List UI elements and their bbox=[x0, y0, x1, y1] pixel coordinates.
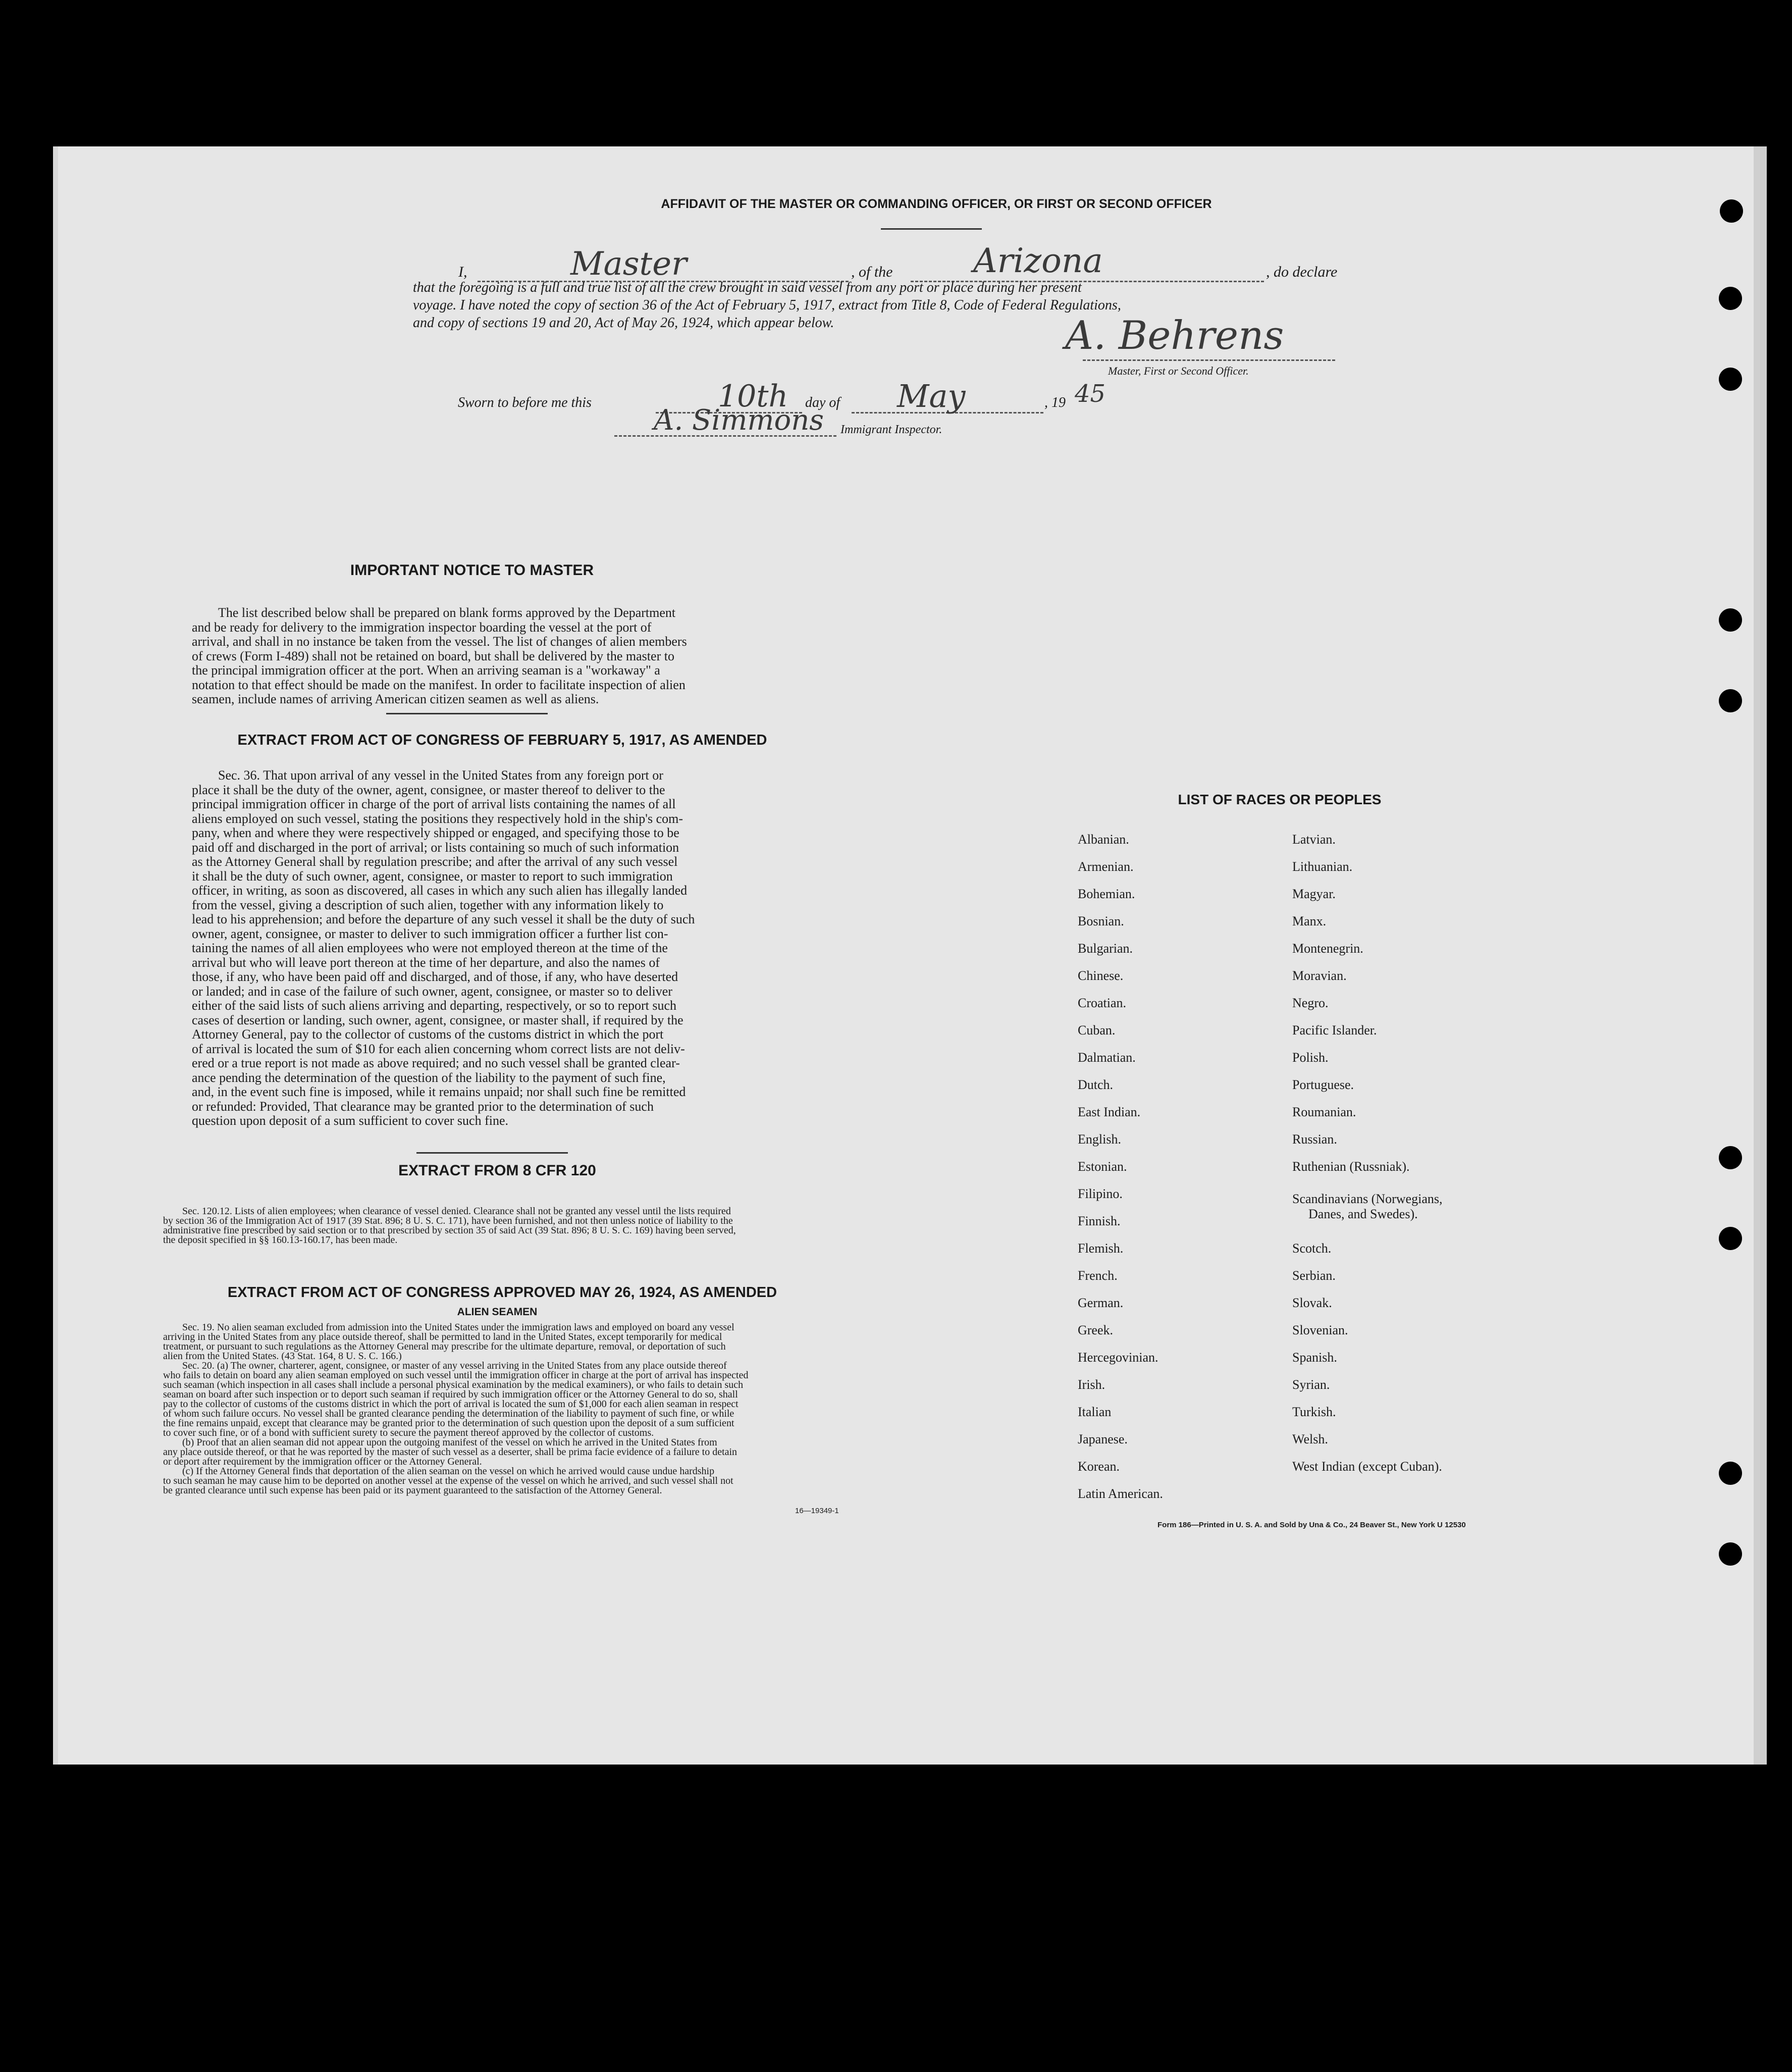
sec20-line: Sec. 20. (a) The owner, charterer, agent, consignee, or master of any vessel arriving in the United States from any place outside thereof bbox=[182, 1360, 727, 1371]
extract-1917-body bbox=[192, 768, 816, 1128]
sec36-line: ance pending the determination of the question of the liability to the payment of such fine, bbox=[192, 1070, 666, 1085]
sec36-line: question upon deposit of a sum sufficient to cover such fine. bbox=[192, 1113, 509, 1128]
extract-rule bbox=[416, 1152, 568, 1154]
year-prefix: , 19 bbox=[1044, 395, 1066, 410]
extract-8cfr-title: EXTRACT FROM 8 CFR 120 bbox=[398, 1162, 596, 1179]
race-item: Polish. bbox=[1292, 1050, 1329, 1065]
race-item: Korean. bbox=[1078, 1459, 1120, 1474]
race-item: Dalmatian. bbox=[1078, 1050, 1136, 1065]
binder-hole bbox=[1719, 1227, 1742, 1250]
race-item: English. bbox=[1078, 1132, 1121, 1147]
extract-1924-title: EXTRACT FROM ACT OF CONGRESS APPROVED MAY 26, 1924, AS AMENDED bbox=[227, 1284, 777, 1301]
day-of-label: day of bbox=[805, 395, 840, 410]
sec36-line: ered or a true report is not made as above required; and no such vessel shall be granted clear- bbox=[192, 1056, 680, 1070]
signature-label: Master, First or Second Officer. bbox=[1108, 365, 1249, 377]
master-signature: A. Behrens bbox=[1065, 313, 1284, 358]
sec120-line: Sec. 120.12. Lists of alien employees; when clearance of vessel denied. Clearance shall not be granted any vessel until the lists required bbox=[182, 1206, 731, 1217]
i-label: I, bbox=[458, 264, 467, 280]
form-number: 16—19349-1 bbox=[795, 1507, 839, 1515]
sec20-line: be granted clearance until such expense has been paid or its payment guaranteed to the satisfaction of the Attorney General. bbox=[163, 1485, 662, 1496]
notice-line: of crews (Form I-489) shall not be retained on board, but shall be delivered by the master to bbox=[192, 648, 674, 663]
race-item: Montenegrin. bbox=[1292, 941, 1363, 956]
document-page bbox=[53, 146, 1767, 1765]
race-item: Japanese. bbox=[1078, 1432, 1128, 1446]
binder-hole bbox=[1719, 1146, 1742, 1169]
race-item: Pacific Islander. bbox=[1292, 1023, 1377, 1038]
sec36-line: either of the said lists of such aliens arriving and departing, respectively, or so to report such bbox=[192, 998, 677, 1013]
race-item: Ruthenian (Russniak). bbox=[1292, 1159, 1410, 1174]
race-item: Greek. bbox=[1078, 1323, 1114, 1337]
race-item: French. bbox=[1078, 1268, 1118, 1283]
sec36-line: cases of desertion or landing, such owner, agent, consignee, or master shall, if required by the bbox=[192, 1012, 683, 1027]
race-item: Slovenian. bbox=[1292, 1323, 1348, 1337]
form-footer: Form 186—Printed in U. S. A. and Sold by Una & Co., 24 Beaver St., New York U 12530 bbox=[1157, 1521, 1466, 1529]
race-item: Italian bbox=[1078, 1405, 1112, 1419]
sec36-line: or refunded: Provided, That clearance may be granted prior to the determination of such bbox=[192, 1099, 654, 1114]
binder-hole bbox=[1719, 608, 1742, 632]
sec120-line: the deposit specified in §§ 160.13-160.17, has been made. bbox=[163, 1234, 398, 1246]
binder-hole bbox=[1719, 287, 1742, 310]
race-item: Magyar. bbox=[1292, 887, 1336, 901]
alien-seamen-subtitle: ALIEN SEAMEN bbox=[457, 1306, 538, 1318]
sec36-line: Sec. 36. That upon arrival of any vessel in the United States from any foreign port or bbox=[218, 768, 663, 783]
master-handwritten: Master bbox=[570, 245, 687, 283]
sec20-line: such seaman (which inspection in all cases shall include a personal physical examination by the medical examiners), or who fails to detain such bbox=[163, 1379, 744, 1390]
race-item: Turkish. bbox=[1292, 1405, 1336, 1419]
sec20-line: any place outside thereof, or that he was reported by the master of such vessel as a deserter, shall be prima facie evidence of a failure to detain bbox=[163, 1446, 737, 1458]
notice-title: IMPORTANT NOTICE TO MASTER bbox=[350, 562, 594, 579]
sec20-line: or deport after requirement by the immigration officer or the Attorney General. bbox=[163, 1456, 482, 1467]
sec20-line: to such seaman he may cause him to be deported on another vessel at the expense of the vessel on which he arrived, and such vessel shall not bbox=[163, 1475, 733, 1486]
sec36-line: owner, agent, consignee, or master to deliver to such immigration officer a further list con- bbox=[192, 926, 668, 941]
race-item: Slovak. bbox=[1292, 1296, 1332, 1310]
binder-hole bbox=[1719, 1542, 1742, 1566]
races-left-column bbox=[1078, 832, 1259, 1569]
race-item: Manx. bbox=[1292, 914, 1327, 928]
race-item: Portuguese. bbox=[1292, 1077, 1354, 1092]
sec36-line: and, in the event such fine is imposed, while it remains unpaid; nor shall such fine be remitted bbox=[192, 1084, 686, 1099]
notice-line: The list described below shall be prepared on blank forms approved by the Department bbox=[218, 605, 676, 620]
page-edge bbox=[1754, 146, 1767, 1765]
sec20-line: of whom such failure occurs. No vessel shall be granted clearance pending the determination of the liability to payment of such fine, or while bbox=[163, 1408, 734, 1419]
sec36-line: pany, when and where they were respectively shipped or engaged, and specifying those to be bbox=[192, 825, 679, 840]
notice-line: notation to that effect should be made on the manifest. In order to facilitate inspection of alien bbox=[192, 677, 686, 692]
race-item: Scotch. bbox=[1292, 1241, 1332, 1256]
race-item: Lithuanian. bbox=[1292, 859, 1353, 874]
binder-hole bbox=[1719, 1462, 1742, 1485]
extract-1924-body bbox=[163, 1323, 851, 1495]
sec36-line: aliens employed on such vessel, stating the positions they respectively hold in the ship's com- bbox=[192, 811, 683, 826]
race-item: Latvian. bbox=[1292, 832, 1336, 847]
race-item: Spanish. bbox=[1292, 1350, 1337, 1365]
sec20-line: pay to the collector of customs of the customs district in which the port of arrival is located the sum of $1,000 for each alien seaman in respect bbox=[163, 1398, 739, 1410]
race-item: Roumanian. bbox=[1292, 1105, 1356, 1119]
sec36-line: Attorney General, pay to the collector of customs of the customs district in which the port bbox=[192, 1027, 664, 1042]
race-item: Cuban. bbox=[1078, 1023, 1116, 1038]
day-handwritten: 10th bbox=[718, 379, 788, 414]
sec19-line: treatment, or pursuant to such regulations as the Attorney General may prescribe for the ultimate departure, removal, or deportation of such bbox=[163, 1341, 726, 1352]
declare-label: , do declare bbox=[1266, 264, 1338, 280]
race-item: Flemish. bbox=[1078, 1241, 1124, 1256]
notice-line: and be ready for delivery to the immigration inspector boarding the vessel at the port of bbox=[192, 619, 652, 635]
race-item: Latin American. bbox=[1078, 1486, 1163, 1501]
race-item: Scandinavians (Norwegians, bbox=[1292, 1192, 1443, 1206]
race-item: East Indian. bbox=[1078, 1105, 1141, 1119]
race-item: Danes, and Swedes). bbox=[1308, 1207, 1418, 1221]
race-item: German. bbox=[1078, 1296, 1124, 1310]
sec36-line: place it shall be the duty of the owner, agent, consignee, or master thereof to deliver to the bbox=[192, 782, 665, 797]
affidavit-title: AFFIDAVIT OF THE MASTER OR COMMANDING OFFICER, OR FIRST OR SECOND OFFICER bbox=[661, 197, 1212, 211]
notice-line: the principal immigration officer at the port. When an arriving seaman is a "workaway" a bbox=[192, 663, 660, 678]
sec120-line: administrative fine prescribed by said section or to that prescribed by section 35 of said Act (39 Stat. 896; 8 U. S. C. 169) having been served, bbox=[163, 1225, 736, 1236]
vessel-handwritten: Arizona bbox=[973, 241, 1103, 280]
race-item: Welsh. bbox=[1292, 1432, 1328, 1446]
sworn-line bbox=[458, 378, 1266, 419]
sec19-line: Sec. 19. No alien seaman excluded from admission into the United States under the immigration laws and employed on board any vessel bbox=[182, 1322, 734, 1333]
race-item: Moravian. bbox=[1292, 968, 1347, 983]
statement-line-3: and copy of sections 19 and 20, Act of May 26, 1924, which appear below. bbox=[413, 315, 834, 331]
inspector-handwritten: A. Simmons bbox=[654, 404, 824, 437]
sec19-line: arriving in the United States from any place outside thereof, shall be permitted to land in the United States, except temporarily for medical bbox=[163, 1331, 722, 1342]
sec36-line: or landed; and in case of the failure of such owner, agent, consignee, or master so to deliver bbox=[192, 983, 672, 999]
notice-body bbox=[192, 606, 816, 707]
sec36-line: arrival but who will leave port thereon at the time of her departure, and also the names of bbox=[192, 955, 660, 970]
race-item: Filipino. bbox=[1078, 1186, 1123, 1201]
race-item: Irish. bbox=[1078, 1377, 1105, 1392]
of-the-label: , of the bbox=[851, 264, 893, 280]
race-item: Estonian. bbox=[1078, 1159, 1127, 1174]
statement-line-1: that the foregoing is a full and true list of all the crew brought in said vessel from any port or place during her present bbox=[413, 280, 1082, 295]
binder-hole bbox=[1720, 199, 1743, 223]
sec20-line: (b) Proof that an alien seaman did not appear upon the outgoing manifest of the vessel on which he arrived in the United States from bbox=[182, 1437, 717, 1448]
sec20-line: the fine remains unpaid, except that clearance may be granted prior to the determination of such question upon the deposit of a sum sufficient bbox=[163, 1418, 734, 1429]
sec36-line: from the vessel, giving a description of such alien, together with any information likely to bbox=[192, 897, 664, 912]
race-item: Croatian. bbox=[1078, 996, 1127, 1010]
sec36-line: principal immigration officer in charge of the port of arrival lists containing the names of all bbox=[192, 797, 676, 811]
sec19-line: alien from the United States. (43 Stat. 164, 8 U. S. C. 166.) bbox=[163, 1351, 402, 1362]
race-item: Hercegovinian. bbox=[1078, 1350, 1158, 1365]
races-right-column bbox=[1292, 832, 1545, 1539]
sec36-line: as the Attorney General shall by regulation prescribe; and after the arrival of any such vessel bbox=[192, 854, 678, 869]
sworn-label: Sworn to before me this bbox=[458, 395, 592, 410]
extract-8cfr-body bbox=[163, 1207, 851, 1245]
sec36-line: officer, in writing, as soon as discovered, all cases in which any such alien has illegally landed bbox=[192, 883, 688, 898]
race-item: Chinese. bbox=[1078, 968, 1124, 983]
race-item: Finnish. bbox=[1078, 1214, 1121, 1228]
year-handwritten: 45 bbox=[1075, 380, 1106, 408]
sec120-line: by section 36 of the Immigration Act of 1917 (39 Stat. 896; 8 U. S. C. 171), have been furnished, and not then unless notice of liability to the bbox=[163, 1215, 733, 1226]
signature-line bbox=[1083, 359, 1335, 361]
race-item: Syrian. bbox=[1292, 1377, 1330, 1392]
sec20-line: to cover such fine, or of a bond with sufficient surety to secure the payment thereof approved by the collector of customs. bbox=[163, 1427, 654, 1438]
race-item: Serbian. bbox=[1292, 1268, 1336, 1283]
notice-line: arrival, and shall in no instance be taken from the vessel. The list of changes of alien members bbox=[192, 634, 687, 649]
sec20-line: seaman on board after such inspection or to deport such seaman if required by such immigration officer or the Attorney General to do so, shall bbox=[163, 1389, 738, 1400]
notice-rule bbox=[386, 713, 548, 714]
sec36-line: those, if any, who have been paid off and discharged, and of those, if any, who have deserted bbox=[192, 969, 678, 984]
race-item: Albanian. bbox=[1078, 832, 1129, 847]
statement-line-2: voyage. I have noted the copy of section 36 of the Act of February 5, 1917, extract from Title 8, Code of Federal Regulations, bbox=[413, 297, 1121, 313]
race-item: Bohemian. bbox=[1078, 887, 1135, 901]
race-item: Bosnian. bbox=[1078, 914, 1124, 928]
sec36-line: it shall be the duty of such owner, agent, consignee, or master to report to such immigration bbox=[192, 868, 673, 884]
page-edge-left bbox=[53, 146, 58, 1765]
sec36-line: lead to his apprehension; and before the departure of any such vessel it shall be the duty of such bbox=[192, 912, 695, 926]
sec36-line: paid off and discharged in the port of arrival; or lists containing so much of such information bbox=[192, 840, 679, 855]
month-handwritten: May bbox=[897, 378, 966, 415]
sec20-line: (c) If the Attorney General finds that deportation of the alien seaman on the vessel on which he arrived would cause undue hardship bbox=[182, 1466, 715, 1477]
race-item: Armenian. bbox=[1078, 859, 1134, 874]
sec36-line: of arrival is located the sum of $10 for each alien concerning whom correct lists are not deliv- bbox=[192, 1041, 685, 1056]
notice-line: seamen, include names of arriving American citizen seamen as well as aliens. bbox=[192, 692, 599, 706]
race-item: Russian. bbox=[1292, 1132, 1337, 1147]
race-item: Dutch. bbox=[1078, 1077, 1114, 1092]
race-item: Negro. bbox=[1292, 996, 1329, 1010]
title-rule bbox=[881, 228, 982, 230]
race-item: Bulgarian. bbox=[1078, 941, 1133, 956]
sec20-line: who fails to detain on board any alien seaman employed on such vessel until the immigration officer in charge at the port of arrival has inspected bbox=[163, 1370, 749, 1381]
extract-1917-title: EXTRACT FROM ACT OF CONGRESS OF FEBRUARY 5, 1917, AS AMENDED bbox=[237, 732, 767, 748]
races-title: LIST OF RACES OR PEOPLES bbox=[1178, 792, 1382, 807]
binder-hole bbox=[1719, 368, 1742, 391]
binder-hole bbox=[1719, 689, 1742, 712]
inspector-label: Immigrant Inspector. bbox=[840, 423, 942, 436]
race-item: West Indian (except Cuban). bbox=[1292, 1459, 1442, 1474]
sec36-line: taining the names of all alien employees who were not employed thereon at the time of the bbox=[192, 941, 668, 955]
